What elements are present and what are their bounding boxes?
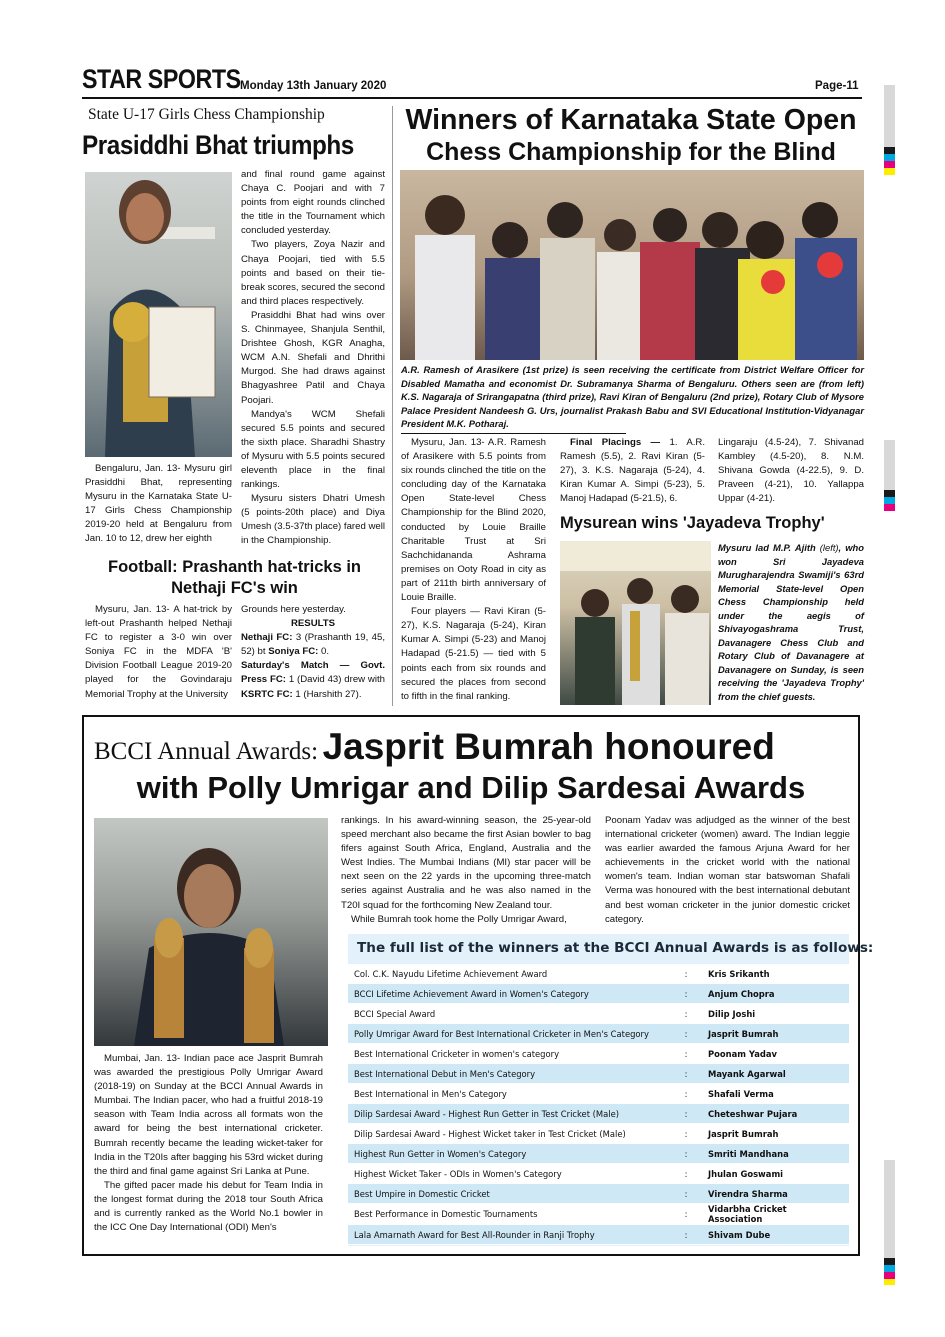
award-row <box>348 964 849 984</box>
award-separator: : <box>670 1024 702 1044</box>
award-winner: Jhulan Goswami <box>702 1164 849 1184</box>
blind-chess-column-3 <box>718 436 864 506</box>
blind-chess-headline-2: Chess Championship for the Blind <box>426 138 836 166</box>
bcci-para: Mumbai, Jan. 13- Indian pace ace Jasprit Bumrah was awarded the prestigious Polly Umrigar Award (2018-19) on Sunday at the BCCI Annual Awards in Mumbai. The Indian pacer, who had a fruitful 2018-19 season with Team India across all formats won the award for being the best international cricketer. Bumrah recently became the leading wicket-taker for India in the T20Is after bagging his 53rd wicket during the third and final game against Sri Lanka at Pune. <box>94 1053 323 1177</box>
award-name: Polly Umrigar Award for Best International Cricketer in Men's Category <box>348 1024 670 1044</box>
award-winner: Cheteshwar Pujara <box>702 1104 849 1124</box>
award-winner: Vidarbha Cricket Association <box>702 1204 849 1225</box>
award-winner: Smriti Mandhana <box>702 1144 849 1164</box>
football-score: 0. <box>321 646 330 658</box>
registration-marks-mid <box>884 440 895 520</box>
blind-chess-photo <box>400 170 864 360</box>
award-separator: : <box>670 984 702 1004</box>
award-winner: Kris Srikanth <box>702 964 849 984</box>
registration-marks-bottom <box>884 1160 895 1285</box>
awards-list-title: The full list of the winners at the BCCI Annual Awards is as follows: <box>357 940 874 956</box>
bcci-para: Poonam Yadav was adjudged as the winner of the best international cricketer (women) award. The Indian leggie was earlier awarded the famous Arjuna Award for her achievements in the cricket world with the national women's team. Indian woman star batswoman Shafali Verma was honoured with the best international debutant and best woman cricketer in the junior domestic cricket category. <box>605 815 850 925</box>
award-winner: Jasprit Bumrah <box>702 1124 849 1144</box>
award-winner: Dilip Joshi <box>702 1004 849 1024</box>
football-team: Soniya FC: <box>268 646 319 658</box>
registration-marks-top <box>884 85 895 185</box>
award-winner: Shivam Dube <box>702 1225 849 1245</box>
bcci-kicker: BCCI Annual Awards: <box>94 738 319 765</box>
jayadeva-headline: Mysurean wins 'Jayadeva Trophy' <box>560 514 825 532</box>
award-row <box>348 1044 849 1064</box>
award-name: Highest Wicket Taker - ODIs in Women's Category <box>348 1164 670 1184</box>
award-name: Best International Debut in Men's Category <box>348 1064 670 1084</box>
jayadeva-caption <box>718 541 864 703</box>
award-separator: : <box>670 964 702 984</box>
award-separator: : <box>670 1144 702 1164</box>
bcci-column-1 <box>94 1052 323 1235</box>
award-name: Highest Run Getter in Women's Category <box>348 1144 670 1164</box>
award-separator: : <box>670 1064 702 1084</box>
bcci-title-row <box>94 726 775 768</box>
chess-girls-para: Prasiddhi Bhat had wins over S. Chinmayee, Shanjula Senthil, Drishtee Ghosh, KGR Anagha, WCM A.N. Shefali and Dhrithi Murgod. She had draws against Bhagyashree Patil and Chaya Poojari. <box>241 309 385 406</box>
award-winner: Shafali Verma <box>702 1084 849 1104</box>
chess-girls-intro-text: Bengaluru, Jan. 13- Mysuru girl Prasiddhi Bhat, representing Mysuru in the Karnataka State U-17 Girls Chess Championship 2019-20 held at Bengaluru from Jan. 10 to 12, drew her eighth <box>85 463 232 545</box>
bcci-column-3 <box>605 814 850 927</box>
bcci-para: While Bumrah took home the Polly Umrigar Award, <box>351 913 567 925</box>
award-separator: : <box>670 1044 702 1064</box>
award-row <box>348 1104 849 1124</box>
football-result-1 <box>241 631 385 659</box>
award-name: BCCI Special Award <box>348 1004 670 1024</box>
award-row <box>348 1204 849 1225</box>
award-name: Col. C.K. Nayudu Lifetime Achievement Award <box>348 964 670 984</box>
bcci-headline-2: with Polly Umrigar and Dilip Sardesai Awards <box>136 770 806 805</box>
bcci-column-2 <box>341 814 591 927</box>
award-name: Best Umpire in Domestic Cricket <box>348 1184 670 1204</box>
football-column-2 <box>241 603 385 702</box>
award-row <box>348 1124 849 1144</box>
prasiddhi-photo <box>85 172 232 457</box>
jayadeva-caption-lead: Mysuru lad M.P. Ajith <box>718 542 816 553</box>
award-row <box>348 1184 849 1204</box>
award-row <box>348 1024 849 1044</box>
issue-date: Monday 13th January 2020 <box>240 80 387 92</box>
chess-girls-headline: Prasiddhi Bhat triumphs <box>82 130 354 160</box>
football-results-label: RESULTS <box>290 618 336 630</box>
football-result-2 <box>241 659 385 701</box>
bumrah-photo <box>94 818 328 1046</box>
chess-girls-para: and final round game against Chaya C. Poojari and with 7 points from eight rounds clinched the title in the Tournament which concluded yesterday. <box>241 169 385 237</box>
award-name: Dilip Sardesai Award - Highest Wicket taker in Test Cricket (Male) <box>348 1124 670 1144</box>
bcci-headline-1: Jasprit Bumrah honoured <box>322 726 775 767</box>
award-row <box>348 1064 849 1084</box>
masthead: STAR SPORTS <box>82 64 241 94</box>
award-row <box>348 1144 849 1164</box>
award-winner: Jasprit Bumrah <box>702 1024 849 1044</box>
jayadeva-photo <box>560 541 711 705</box>
final-placings <box>560 436 705 506</box>
award-row <box>348 1084 849 1104</box>
blind-chess-column-2 <box>560 436 705 506</box>
award-row <box>348 1225 849 1245</box>
blind-chess-para: Mysuru, Jan. 13- A.R. Ramesh of Arasikere with 5.5 points from six rounds clinched the title on the concluding day of the Karnataka Open State-level Chess Championship for the Blind 2020, conducted by Louie Braille Charitable Trust at Sri Sachchidananda Ashrama premises on Ooty Road in city as part of 211th birth anniversary of Louie Braille. <box>401 437 546 604</box>
final-placings-text: 1. A.R. Ramesh (5.5), 2. Ravi Kiran (5-27), 3. K.S. Nagaraja (5-24), 4. Kiran Kumar A. Simpi (5-23), 5. Manoj Hadapad (5-21.5), 6. <box>560 437 705 505</box>
chess-girls-column-2 <box>241 168 385 549</box>
award-name: Best International Cricketer in women's category <box>348 1044 670 1064</box>
awards-list <box>348 934 874 1246</box>
award-name: Best International in Men's Category <box>348 1084 670 1104</box>
bcci-para: The gifted pacer made his debut for Team India in the longest format during the 2018 tour South Africa and is currently ranked as the World No.1 bowler in the ICC One Day International (ODI) Men's <box>94 1179 323 1234</box>
award-separator: : <box>670 1104 702 1124</box>
chess-girls-para: Mysuru sisters Dhatri Umesh (5 points-20th place) and Diya Umesh (3.5-37th place) fared well in the Championship. <box>241 493 385 547</box>
football-headline: Football: Prashanth hat-tricks in Nethaji FC's win <box>107 558 362 597</box>
blind-chess-headline-1: Winners of Karnataka State Open <box>405 104 857 136</box>
football-team: KSRTC FC: <box>241 688 293 700</box>
award-row <box>348 1164 849 1184</box>
award-name: Lala Amarnath Award for Best All-Rounder in Ranji Trophy <box>348 1225 670 1245</box>
award-separator: : <box>670 1225 702 1245</box>
masthead-rule <box>82 97 862 99</box>
chess-girls-para: Mandya's WCM Shefali secured 5.5 points and secured the sixth place. Sharadhi Shastry of Mysuru with 5.5 points secured eleventh place in the final rankings. <box>241 408 385 491</box>
football-score: 1 (David 43) drew with <box>288 674 385 686</box>
award-winner: Virendra Sharma <box>702 1184 849 1204</box>
jayadeva-caption-left: (left) <box>819 542 839 553</box>
award-separator: : <box>670 1164 702 1184</box>
award-name: Best Performance in Domestic Tournaments <box>348 1204 670 1225</box>
award-separator: : <box>670 1084 702 1104</box>
blind-chess-para: Lingaraju (4.5-24), 7. Shivanad Kambley (4.5-20), 8. N.M. Shivana Gowda (4-22.5), 9. D. Praveen (4-21), 10. Yallappa Uppar (4-21). <box>718 437 864 505</box>
football-team: Saturday's Match — Govt. Press FC: <box>241 660 385 686</box>
football-team: Nethaji FC: <box>241 632 293 644</box>
awards-table <box>348 964 849 1245</box>
final-placings-label: Final Placings — <box>570 437 661 448</box>
blind-chess-para: Four players — Ravi Kiran (5-27), K.S. Nagaraja (5-24), Kiran Kumar A. Simpi (5-23) and Manoj Hadapad (5-21.5) — tied with 5 points each from six rounds and secured the places from second to fifth in the final ranking. <box>401 606 546 702</box>
chess-girls-kicker: State U-17 Girls Chess Championship <box>88 106 325 123</box>
football-column-1 <box>85 603 232 702</box>
award-row <box>348 984 849 1004</box>
bcci-para: rankings. In his award-winning season, the 25-year-old speed merchant also became the first Asian bowler to bag fifers against South Africa, England, Australia and the West Indies. The Mumbai Indians (MI) star pacer will be next seen on the 22 yards in the upcoming three-match series against Australia and he was also named in the T20I squad for the forthcoming New Zealand tour. <box>341 815 591 911</box>
award-winner: Mayank Agarwal <box>702 1064 849 1084</box>
football-para: Mysuru, Jan. 13- A hat-trick by left-out Prashanth helped Nethaji FC to register a 3-0 win over Soniya FC in the MDFA 'B' Division Football League 2019-20 played for the Govindaraju Memorial Trophy at the University <box>85 604 232 700</box>
football-para: Grounds here yesterday. <box>241 604 346 615</box>
chess-girls-para: Two players, Zoya Nazir and Chaya Poojari, tied with 5.5 points and based on their tie-break scores, secured the second and third places respectively. <box>241 239 385 307</box>
award-winner: Anjum Chopra <box>702 984 849 1004</box>
chess-girls-intro <box>85 462 232 547</box>
jayadeva-caption-rest: , who won Sri Jayadeva Murugharajendra Swamiji's 63rd Memorial State-level Open Chess Championship held under the aegis of Shivayogashrama Trust, Davanagere Chess Club and Rotary Club of Davanagere at Davanagere on Sunday, is seen receiving the 'Jayadeva Trophy' from the chief guests. <box>718 542 864 702</box>
award-separator: : <box>670 1124 702 1144</box>
column-divider <box>392 106 393 706</box>
award-separator: : <box>670 1004 702 1024</box>
award-name: BCCI Lifetime Achievement Award in Women's Category <box>348 984 670 1004</box>
award-separator: : <box>670 1184 702 1204</box>
blind-chess-caption: A.R. Ramesh of Arasikere (1st prize) is seen receiving the certificate from District Welfare Officer for Disabled Mamatha and economist Dr. Subramanya Sharma of Bengaluru. Others seen are (from left) K.S. Nagaraja of Srirangapatna (third prize), Ravi Kiran of Bengaluru (2nd prize), Rotary Club of Mysore Palace President Nandeesh G. Urs, journalist Prakash Babu and SVI Educational Institution-Vidyanagar President M.K. Potharaj. <box>401 364 864 429</box>
caption-rule <box>401 433 626 434</box>
blind-chess-column-1 <box>401 436 546 704</box>
page-number: Page-11 <box>815 80 859 92</box>
award-separator: : <box>670 1204 702 1225</box>
award-name: Dilip Sardesai Award - Highest Run Getter in Test Cricket (Male) <box>348 1104 670 1124</box>
football-score: 3 (Prashanth 19, 45, 52) bt <box>241 632 385 658</box>
award-row <box>348 1004 849 1024</box>
football-score: 1 (Harshith 27). <box>295 688 362 700</box>
award-winner: Poonam Yadav <box>702 1044 849 1064</box>
